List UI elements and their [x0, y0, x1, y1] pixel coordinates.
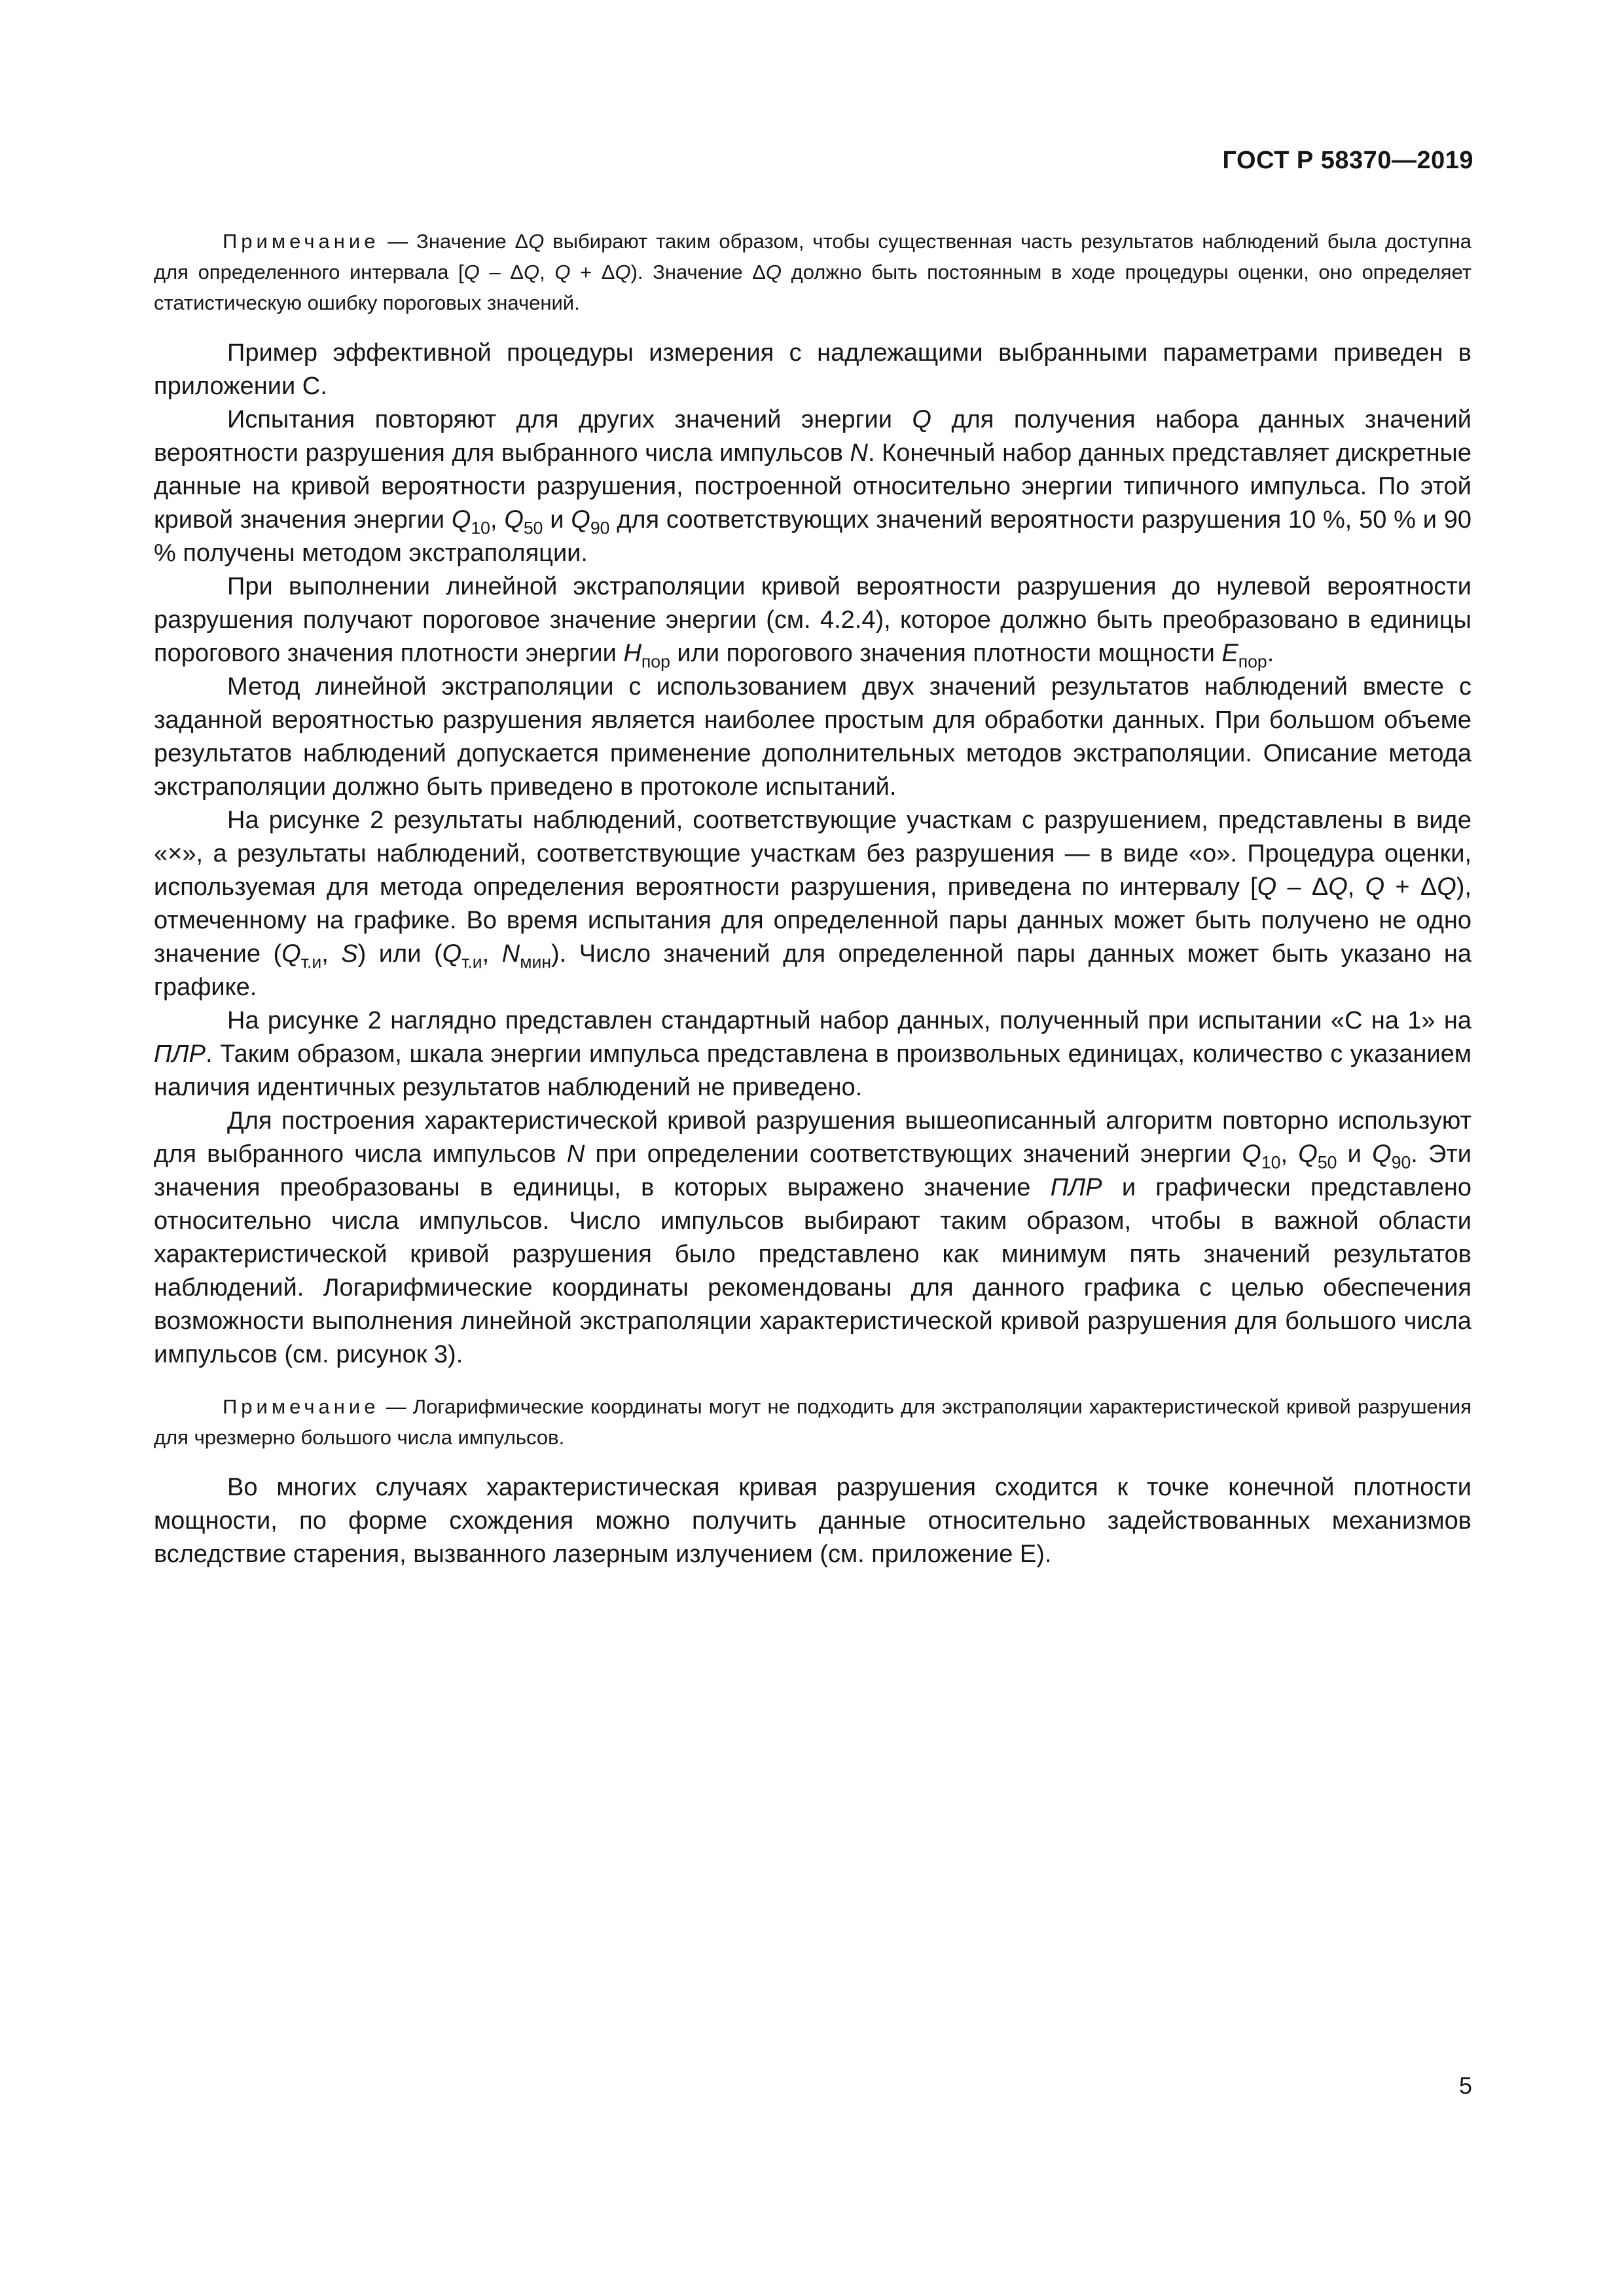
note-2: Примечание — Логарифмические координаты могут не подходить для экстраполяции характеристической кривой разрушения для чрезмерно большого числа импульсов.: [154, 1395, 1471, 1449]
paragraph-6: На рисунке 2 наглядно представлен стандартный набор данных, полученный при испытании «С на 1» на ПЛР. Таким образом, шкала энергии импульса представлена в произвольных единицах, количество с указанием наличия идентичных результатов наблюдений не приведено.: [154, 1007, 1471, 1101]
paragraph-2: Испытания повторяют для других значений энергии Q для получения набора данных значений вероятности разрушения для выбранного числа импульсов N. Конечный набор данных представляет дискретные данные на кривой вероятности разрушения, построенной относительно энергии типичного импульса. По этой кривой значения энергии $Q_{10}$, $Q_{50}$ и $Q_{90}$ для соответствующих значений вероятности разрушения 10 %, 50 % и 90 % получены методом экстраполяции.: [154, 406, 1471, 567]
paragraph-3: При выполнении линейной экстраполяции кривой вероятности разрушения до нулевой вероятности разрушения получают пороговое значение энергии (см. 4.2.4), которое должно быть преобразовано в единицы порогового значения плотности энергии $H_{пор}$ или порогового значения плотности мощности $E_{пор}$.: [154, 573, 1471, 672]
paragraph-7: Для построения характеристической кривой разрушения вышеописанный алгоритм повторно используют для выбранного числа импульсов N при определении соответствующих значений энергии $Q_{10}$, $Q_{50}$ и $Q_{90}$. Эти значения преобразованы в единицы, в которых выражено значение ПЛР и графически представлено относительно числа импульсов. Число импульсов выбирают таким образом, чтобы в важной области характеристической кривой разрушения было представлено как минимум пять значений результатов наблюдений. Логарифмические координаты рекомендованы для данного графика с целью обеспечения возможности выполнения линейной экстраполяции характеристической кривой разрушения для большого числа импульсов (см. рисунок 3).: [154, 1107, 1472, 1368]
document-code-header: ГОСТ Р 58370—2019: [1222, 147, 1473, 174]
note-1: Примечание — Значение ΔQ выбирают таким образом, чтобы существенная часть результатов наблюдений была доступна для определенного интервала [Q – ΔQ, Q + ΔQ). Значение ΔQ должно быть постоянным в ходе процедуры оценки, оно определяет статистическую ошибку пороговых значений.: [154, 230, 1471, 314]
page-body: [154, 226, 1471, 1571]
page-number: 5: [1458, 2072, 1472, 2099]
paragraph-5: На рисунке 2 результаты наблюдений, соответствующие участкам с разрушением, представлены в виде «×», а результаты наблюдений, соответствующие участкам без разрушения — в виде «о». Процедура оценки, используемая для метода определения вероятности разрушения, приведена по интервалу [Q – ΔQ, Q + ΔQ), отмеченному на графике. Во время испытания для определенной пары данных может быть получено не одно значение ($Q_{т.и}$, S) или ($Q_{т.и}$, $N_{мин}$). Число значений для определенной пары данных может быть указано на графике.: [154, 807, 1471, 1001]
paragraph-1: Пример эффективной процедуры измерения с надлежащими выбранными параметрами приведен в приложении С.: [154, 339, 1471, 400]
paragraph-4: Метод линейной экстраполяции с использованием двух значений результатов наблюдений вместе с заданной вероятностью разрушения является наиболее простым для обработки данных. При большом объеме результатов наблюдений допускается применение дополнительных методов экстраполяции. Описание метода экстраполяции должно быть приведено в протоколе испытаний.: [154, 673, 1471, 801]
paragraph-final: Во многих случаях характеристическая кривая разрушения сходится к точке конечной плотности мощности, по форме схождения можно получить данные относительно задействованных механизмов вследствие старения, вызванного лазерным излучением (см. приложение Е).: [154, 1474, 1471, 1568]
